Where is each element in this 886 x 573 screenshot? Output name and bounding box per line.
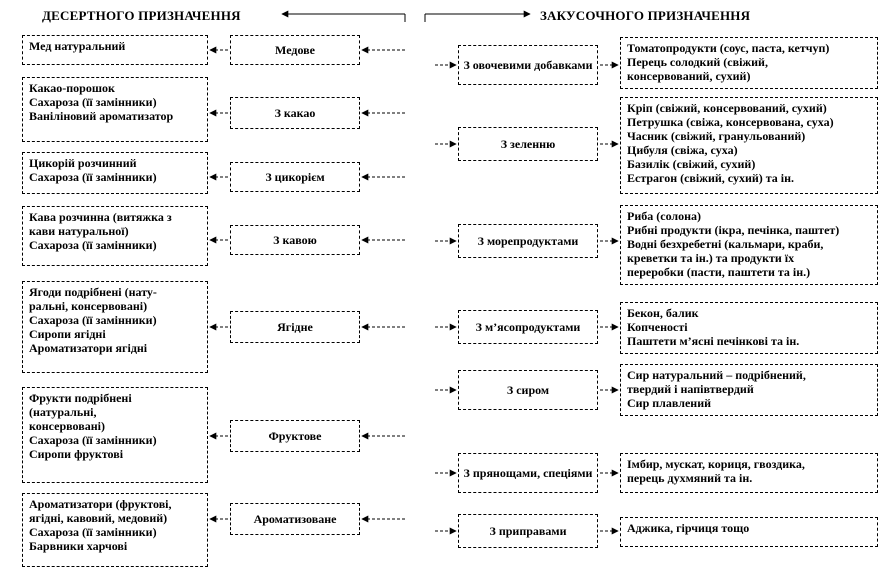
detail-line: консервований, сухий)	[627, 69, 751, 83]
detail-line: Копченості	[627, 320, 688, 334]
detail-line: Петрушка (свіжа, консервована, суха)	[627, 115, 834, 129]
detail-line: Ягоди подрібнені (нату-	[29, 285, 157, 299]
detail-line: Фрукти подрібнені	[29, 391, 132, 405]
snack-detail-spices	[620, 453, 878, 493]
detail-line: Сиропи ягідні	[29, 327, 106, 341]
dessert-detail-fruit	[22, 387, 208, 483]
detail-line: кави натуральної)	[29, 224, 129, 238]
detail-line: Цибуля (свіжа, суха)	[627, 143, 738, 157]
detail-line: Томатопродукти (соус, паста, кетчуп)	[627, 41, 830, 55]
detail-line: Сахароза (її замінники)	[29, 525, 157, 539]
dessert-detail-coffee	[22, 206, 208, 266]
detail-line: Кава розчинна (витяжка з	[29, 210, 172, 224]
detail-line: Естрагон (свіжий, сухий) та ін.	[627, 171, 795, 185]
snack-detail-vegetable	[620, 37, 878, 89]
detail-line: Паштети м’ясні печінкові та ін.	[627, 334, 800, 348]
detail-line: Сахароза (її замінники)	[29, 313, 157, 327]
snack-category-condiments: З приправами	[458, 514, 598, 548]
detail-line: Імбир, мускат, кориця, гвоздика,	[627, 457, 805, 471]
detail-line: Риба (солона)	[627, 209, 702, 223]
detail-line: Сир плавлений	[627, 396, 712, 410]
dessert-category-berry: Ягідне	[230, 311, 360, 343]
detail-line: Мед натуральний	[29, 39, 126, 53]
dessert-category-coffee: З кавою	[230, 225, 360, 255]
dessert-detail-chicory	[22, 152, 208, 194]
dessert-category-fruit: Фруктове	[230, 420, 360, 452]
detail-line: Ваніліновий ароматизатор	[29, 109, 174, 123]
detail-line: Базилік (свіжий, сухий)	[627, 157, 756, 171]
detail-line: Сиропи фруктові	[29, 447, 124, 461]
dessert-detail-berry	[22, 281, 208, 373]
detail-line: Барвники харчові	[29, 539, 128, 553]
detail-line: переробки (пасти, паштети та ін.)	[627, 265, 811, 279]
detail-line: Часник (свіжий, гранульований)	[627, 129, 806, 143]
detail-line: Сир натуральний – подрібнений,	[627, 368, 806, 382]
snack-category-seafood: З морепродуктами	[458, 224, 598, 258]
detail-line: (натуральні,	[29, 405, 97, 419]
dessert-category-honey: Медове	[230, 35, 360, 65]
snack-detail-seafood	[620, 205, 878, 285]
snack-detail-cheese	[620, 364, 878, 416]
dessert-detail-honey	[22, 35, 208, 65]
detail-line: Перець солодкий (свіжий,	[627, 55, 768, 69]
snack-category-spices: З прянощами, спеціями	[458, 453, 598, 493]
detail-line: твердий і напівтвердий	[627, 382, 754, 396]
dessert-detail-cocoa	[22, 77, 208, 142]
dessert-category-flavored: Ароматизоване	[230, 503, 360, 535]
snack-category-meat: З м’ясопродуктами	[458, 310, 598, 344]
detail-line: Ароматизатори ягідні	[29, 341, 148, 355]
dessert-detail-flavored	[22, 493, 208, 567]
detail-line: Водні безхребетні (кальмари, краби,	[627, 237, 824, 251]
detail-line: Сахароза (її замінники)	[29, 170, 157, 184]
header-dessert: ДЕСЕРТНОГО ПРИЗНАЧЕННЯ	[42, 8, 241, 23]
detail-line: креветки та ін.) та продукти їх	[627, 251, 795, 265]
snack-category-vegetable: З овочевими добавками	[458, 45, 598, 85]
snack-category-cheese: З сиром	[458, 370, 598, 410]
detail-line: перець духмяний та ін.	[627, 471, 753, 485]
snack-category-herbs: З зеленню	[458, 127, 598, 161]
detail-line: ральні, консервовані)	[29, 299, 148, 313]
detail-line: Бекон, балик	[627, 306, 699, 320]
snack-detail-herbs	[620, 97, 878, 194]
header-snack: ЗАКУСОЧНОГО ПРИЗНАЧЕННЯ	[540, 8, 751, 23]
detail-line: Сахароза (її замінники)	[29, 95, 157, 109]
detail-line: Ароматизатори (фруктові,	[29, 497, 172, 511]
detail-line: Сахароза (її замінники)	[29, 433, 157, 447]
detail-line: Какао-порошок	[29, 81, 115, 95]
detail-line: Цикорій розчинний	[29, 156, 137, 170]
detail-line: Рибні продукти (ікра, печінка, паштет)	[627, 223, 840, 237]
dessert-category-chicory: З цикорієм	[230, 162, 360, 192]
detail-line: Аджика, гірчиця тощо	[627, 521, 750, 535]
detail-line: Сахароза (її замінники)	[29, 238, 157, 252]
dessert-category-cocoa: З какао	[230, 97, 360, 129]
snack-detail-condiments	[620, 517, 878, 547]
detail-line: ягідні, кавовий, медовий)	[29, 511, 168, 525]
detail-line: консервовані)	[29, 419, 105, 433]
detail-line: Кріп (свіжий, консервований, сухий)	[627, 101, 827, 115]
snack-detail-meat	[620, 302, 878, 354]
